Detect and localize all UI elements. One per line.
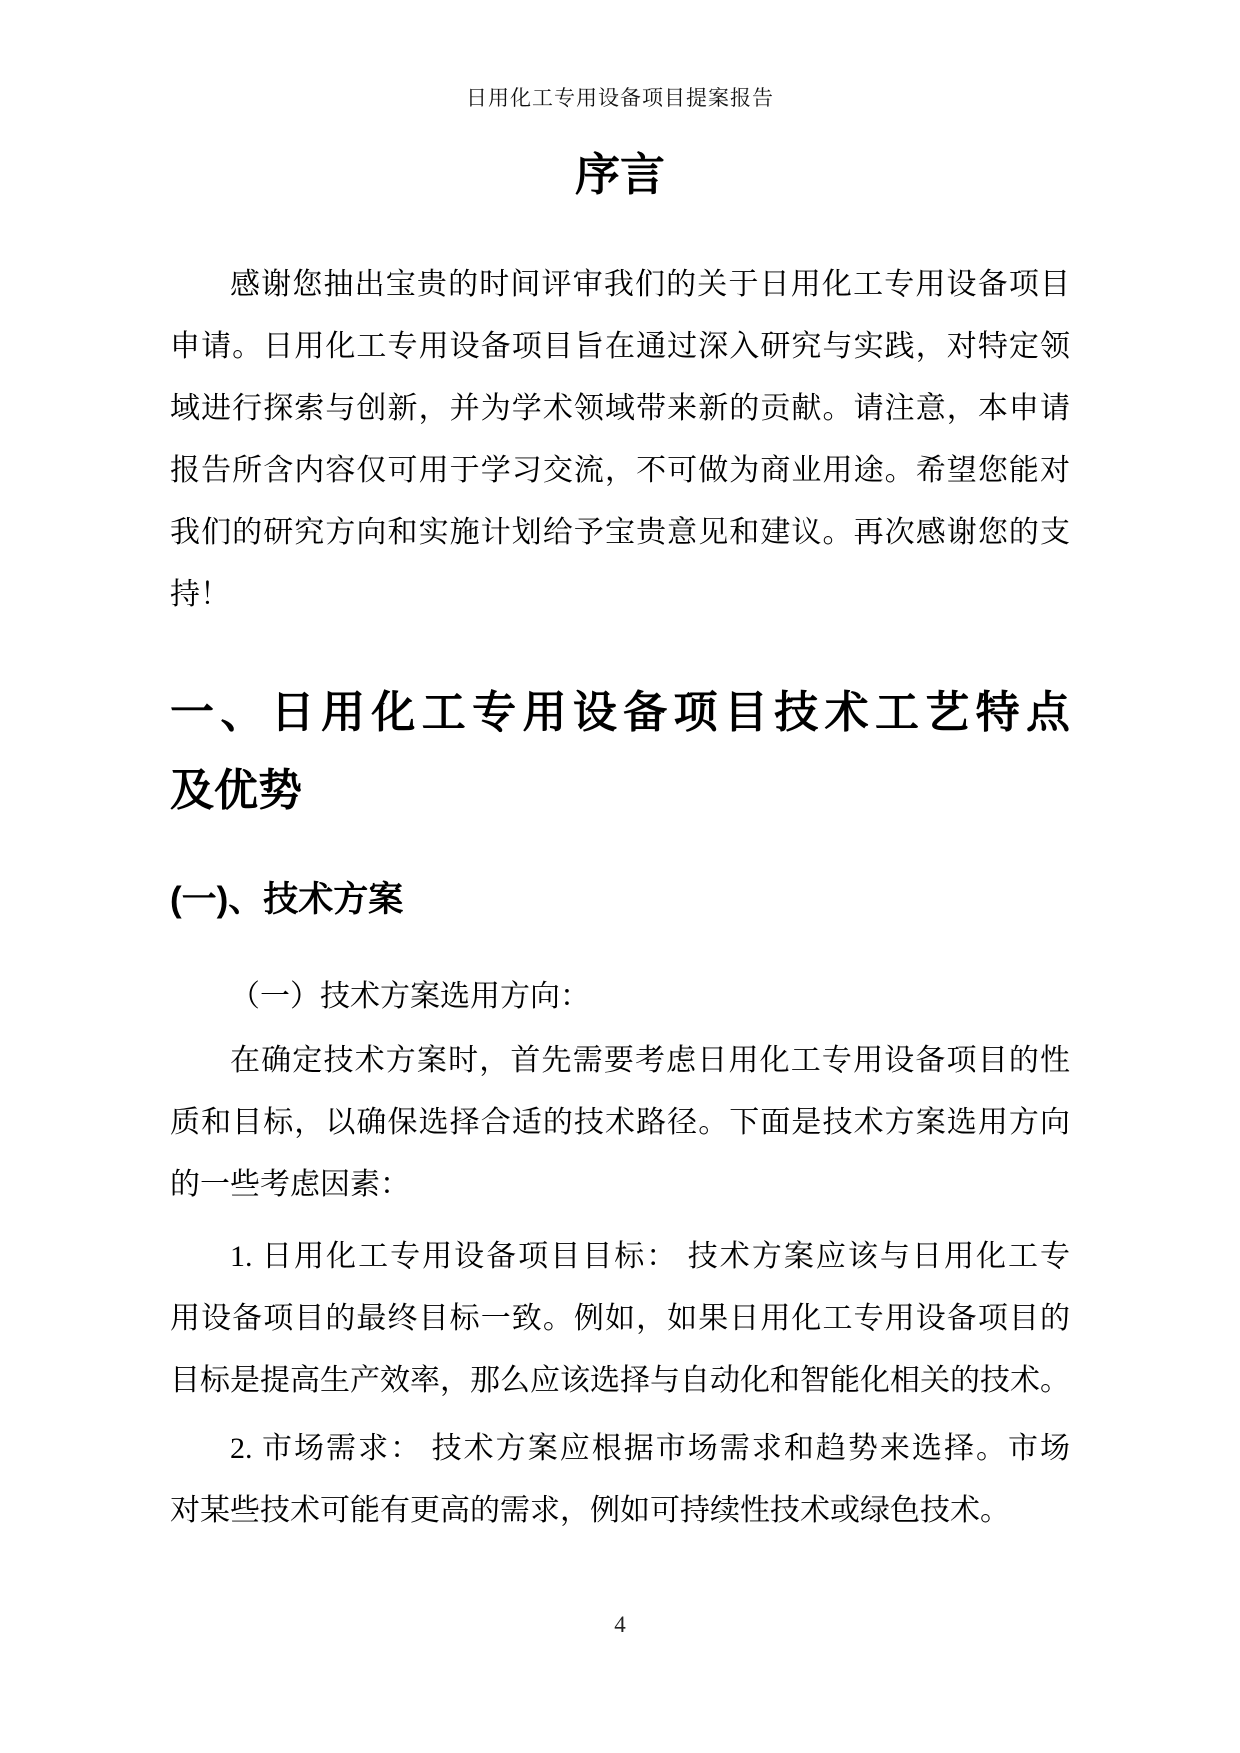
text-line: 在确定技术方案时，首先需要考虑日用化工专用设备项目的性 bbox=[230, 1044, 1070, 1077]
page-header-title: 日用化工专用设备项目提案报告 bbox=[466, 86, 774, 110]
text-line: 的一些考虑因素： bbox=[170, 1168, 410, 1201]
text-line: 及优势 bbox=[170, 766, 302, 815]
factor-1-paragraph bbox=[170, 1226, 1070, 1412]
text-line: 用设备项目的最终目标一致。例如，如果日用化工专用设备项目的 bbox=[170, 1302, 1070, 1335]
text-line: 域进行探索与创新，并为学术领域带来新的贡献。请注意，本申请 bbox=[170, 392, 1070, 425]
text-line: 质和目标，以确保选择合适的技术路径。下面是技术方案选用方向 bbox=[170, 1106, 1070, 1139]
text-line: 报告所含内容仅可用于学习交流，不可做为商业用途。希望您能对 bbox=[170, 454, 1070, 487]
text-line: 我们的研究方向和实施计划给予宝贵意见和建议。再次感谢您的支 bbox=[170, 516, 1070, 549]
direction-heading bbox=[170, 966, 1070, 1028]
factor-2-paragraph bbox=[170, 1418, 1070, 1542]
text-line: 申请。日用化工专用设备项目旨在通过深入研究与实践，对特定领 bbox=[170, 330, 1070, 363]
text-line: 目标是提高生产效率，那么应该选择与自动化和智能化相关的技术。 bbox=[170, 1364, 1070, 1397]
text-line: （一）技术方案选用方向： bbox=[230, 980, 590, 1013]
text-line: 2. 市场需求： 技术方案应根据市场需求和趋势来选择。市场 bbox=[230, 1432, 1070, 1465]
text-line: 1. 日用化工专用设备项目目标： 技术方案应该与日用化工专 bbox=[230, 1240, 1070, 1273]
section-1-heading bbox=[170, 674, 1070, 830]
text-line: 一、日用化工专用设备项目技术工艺特点 bbox=[170, 688, 1070, 737]
text-line: 持！ bbox=[170, 578, 230, 611]
intro-paragraph bbox=[170, 254, 1070, 626]
text-line: 感谢您抽出宝贵的时间评审我们的关于日用化工专用设备项目 bbox=[230, 268, 1070, 301]
page-number: 4 bbox=[614, 1612, 626, 1637]
text-line: 对某些技术可能有更高的需求，例如可持续性技术或绿色技术。 bbox=[170, 1494, 1010, 1527]
subsection-1-heading: (一)、技术方案 bbox=[170, 880, 404, 919]
document-title: 序言 bbox=[574, 149, 665, 200]
direction-intro-paragraph bbox=[170, 1030, 1070, 1216]
